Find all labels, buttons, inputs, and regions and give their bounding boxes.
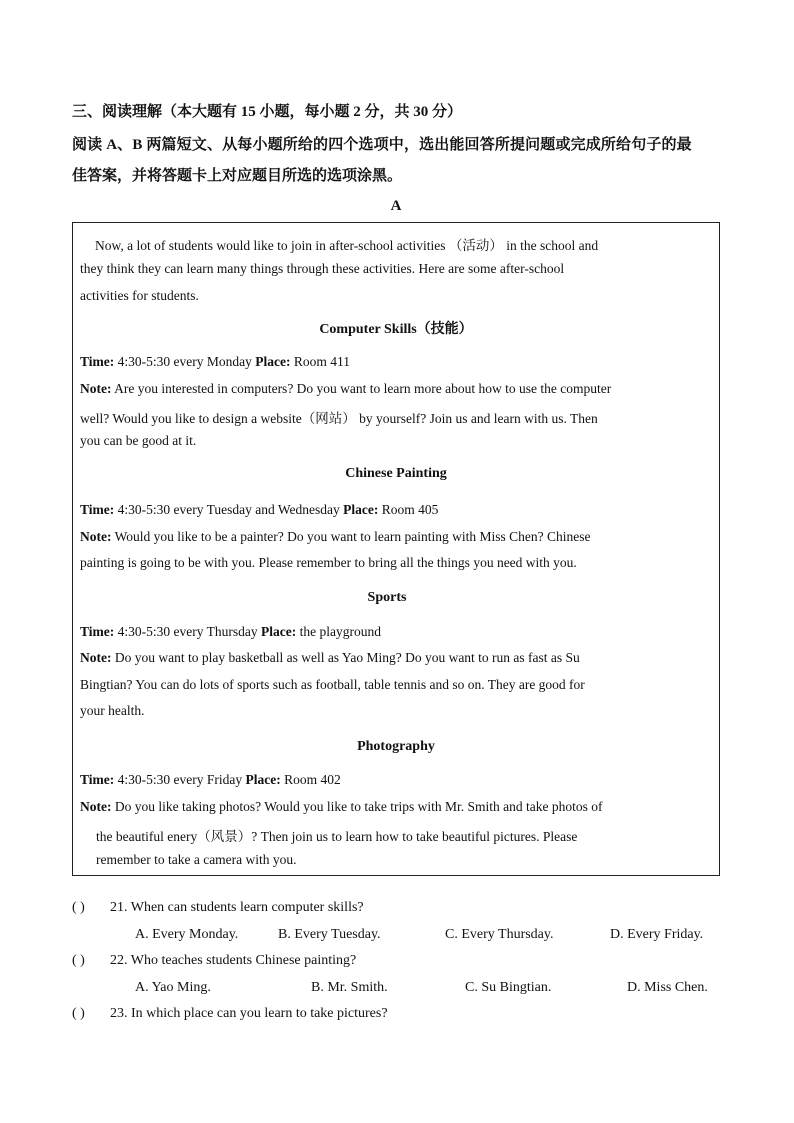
passage-label: A bbox=[390, 198, 402, 214]
section-time-place: Time: 4:30-5:30 every Thursday Place: the playground bbox=[80, 624, 381, 639]
section-note-line: Note: Do you like taking photos? Would you like to take trips with Mr. Smith and take photos of bbox=[80, 799, 603, 814]
section-note-line: the beautiful enery（风景）? Then join us to learn how to take beautiful pictures. Please bbox=[96, 829, 578, 844]
section-time-place: Time: 4:30-5:30 every Tuesday and Wednesday Place: Room 405 bbox=[80, 502, 439, 517]
section-note-line: well? Would you like to design a website（网站） by yourself? Join us and learn with us. Then bbox=[80, 411, 598, 426]
section-title-computer-skills: Computer Skills（技能） bbox=[319, 322, 473, 337]
option-b[interactable]: B. Mr. Smith. bbox=[311, 980, 388, 995]
option-d[interactable]: D. Every Friday. bbox=[610, 927, 704, 942]
intro-line-1: Now, a lot of students would like to join in after-school activities （活动） in the school and bbox=[95, 238, 599, 253]
intro-line-2: they think they can learn many things through these activities. Here are some after-school bbox=[80, 261, 565, 276]
instructions-line-2: 佳答案，并将答题卡上对应题目所选的选项涂黑。 bbox=[72, 168, 403, 184]
section-note-line: you can be good at it. bbox=[80, 433, 197, 448]
option-a[interactable]: A. Every Monday. bbox=[135, 927, 239, 942]
option-c[interactable]: C. Every Thursday. bbox=[445, 927, 554, 942]
section-title-sports: Sports bbox=[367, 590, 407, 605]
answer-blank[interactable]: ( ) bbox=[72, 1006, 85, 1021]
question-text: 23. In which place can you learn to take pictures? bbox=[110, 1006, 388, 1021]
section-note-line: Bingtian? You can do lots of sports such as football, table tennis and so on. They are good for bbox=[80, 677, 585, 692]
option-d[interactable]: D. Miss Chen. bbox=[627, 980, 708, 995]
option-a[interactable]: A. Yao Ming. bbox=[135, 980, 211, 995]
section-time-place: Time: 4:30-5:30 every Friday Place: Room 402 bbox=[80, 772, 341, 787]
section-time-place: Time: 4:30-5:30 every Monday Place: Room 411 bbox=[80, 354, 350, 369]
question-text: 21. When can students learn computer skills? bbox=[110, 900, 364, 915]
section-note-line: your health. bbox=[80, 703, 145, 718]
section-title-chinese-painting: Chinese Painting bbox=[345, 466, 447, 481]
section-note-line: Note: Are you interested in computers? Do you want to learn more about how to use the computer bbox=[80, 381, 612, 396]
question-text: 22. Who teaches students Chinese painting? bbox=[110, 953, 357, 968]
answer-blank[interactable]: ( ) bbox=[72, 953, 85, 968]
section-note-line: painting is going to be with you. Please remember to bring all the things you need with you. bbox=[80, 555, 577, 570]
option-c[interactable]: C. Su Bingtian. bbox=[465, 980, 552, 995]
section-note-line: remember to take a camera with you. bbox=[96, 852, 297, 867]
instructions-line-1: 阅读 A、B 两篇短文、从每小题所给的四个选项中，选出能回答所提问题或完成所给句子的最 bbox=[72, 137, 692, 153]
section-note-line: Note: Do you want to play basketball as well as Yao Ming? Do you want to run as fast as Su bbox=[80, 650, 580, 665]
section-title-photography: Photography bbox=[357, 739, 435, 754]
option-b[interactable]: B. Every Tuesday. bbox=[278, 927, 381, 942]
intro-line-3: activities for students. bbox=[80, 288, 199, 303]
section-note-line: Note: Would you like to be a painter? Do you want to learn painting with Miss Chen? Chinese bbox=[80, 529, 591, 544]
section-heading: 三、阅读理解（本大题有 15 小题，每小题 2 分，共 30 分） bbox=[72, 104, 463, 120]
answer-blank[interactable]: ( ) bbox=[72, 900, 85, 915]
